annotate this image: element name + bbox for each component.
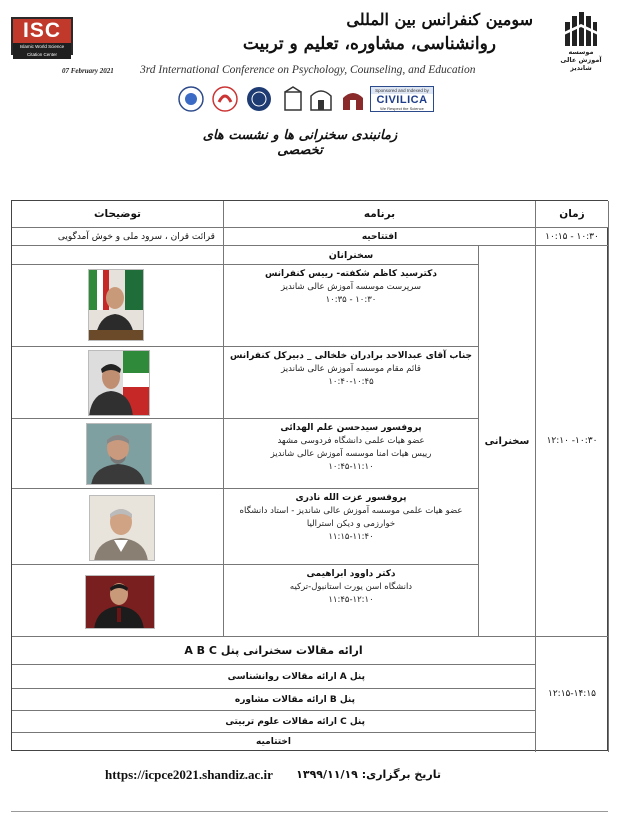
conference-title-line2: روانشناسی، مشاوره، تعلیم و تربیت bbox=[242, 34, 496, 54]
sponsor-logos bbox=[176, 84, 436, 114]
speaker-2-photo-cell bbox=[12, 347, 224, 419]
panel-a-row: پنل A ارائه مقالات روانشناسی bbox=[12, 665, 536, 689]
institute-name-line3: شاندیز bbox=[570, 64, 592, 72]
speaker-4-name: پروفسور عزت الله نادری bbox=[295, 493, 407, 503]
speaker-5-affiliation: دانشگاه اسن یورت استانبول-ترکیه bbox=[289, 582, 413, 592]
panels-title: ارائه مقالات سخنرانی پنل A B C bbox=[12, 637, 536, 665]
speaker-4-photo bbox=[89, 495, 155, 561]
panel-c-row: پنل C ارائه مقالات علوم تربیتی bbox=[12, 711, 536, 733]
institute-name-line2: آموزش عالی bbox=[560, 56, 602, 64]
sponsor-logo-6-icon bbox=[340, 86, 366, 112]
speaker-3-photo-cell bbox=[12, 419, 224, 489]
institute-name-line1: موسسه bbox=[568, 48, 594, 56]
conference-title-en: 3rd International Conference on Psychology, Counseling, and Education bbox=[140, 64, 476, 76]
opening-time: ۱۰:۳۰ - ۱۰:۱۵ bbox=[536, 228, 609, 246]
panels-time: ۱۲:۱۵-۱۴:۱۵ bbox=[536, 637, 609, 752]
civilica-sponsor-text: Sponsored and Indexed by bbox=[371, 87, 433, 94]
speaker-4-photo-cell bbox=[12, 489, 224, 565]
speaker-1-info bbox=[224, 265, 479, 347]
speaker-5-info bbox=[224, 565, 479, 637]
conference-title-line1: سومین کنفرانس بین المللی bbox=[346, 10, 533, 29]
isc-logo bbox=[11, 17, 73, 55]
speaker-3-time: ۱۰:۴۵-۱۱:۱۰ bbox=[328, 462, 374, 472]
shandiz-institute-logo bbox=[553, 12, 609, 76]
speaker-3-name: پروفسور سیدحسن علم الهدائی bbox=[280, 423, 422, 433]
conference-url[interactable]: https://icpce2021.shandiz.ac.ir bbox=[105, 767, 273, 782]
speaker-4-info bbox=[224, 489, 479, 565]
footer-divider bbox=[11, 811, 608, 812]
event-date-fa: تاریخ برگزاری: ۱۳۹۹/۱۱/۱۹ bbox=[296, 768, 441, 781]
civilica-name: CIVILICA bbox=[376, 94, 428, 106]
conference-date-en: 07 February 2021 bbox=[62, 67, 114, 75]
header-program: برنامه bbox=[224, 201, 536, 228]
sponsor-logo-2-icon bbox=[212, 86, 238, 112]
sponsor-logo-3-icon bbox=[246, 86, 272, 112]
speaker-4-time: ۱۱:۱۵-۱۱:۴۰ bbox=[328, 532, 374, 542]
speaker-3-affiliation: عضو هیات علمی دانشگاه فردوسی مشهد bbox=[277, 436, 425, 446]
civilica-logo bbox=[370, 86, 434, 112]
panel-b-row: پنل B ارائه مقالات مشاوره bbox=[12, 689, 536, 711]
speaker-5-photo bbox=[85, 575, 155, 629]
sponsor-logo-4-icon bbox=[280, 86, 306, 112]
schedule-table bbox=[11, 200, 608, 751]
sponsor-logo-5-icon bbox=[308, 86, 334, 112]
speaker-2-affiliation: قائم مقام موسسه آموزش عالی شاندیز bbox=[281, 364, 421, 374]
speaker-3-photo bbox=[86, 423, 152, 485]
opening-description: قرائت قران ، سرود ملی و خوش آمدگویی bbox=[12, 228, 224, 246]
speeches-time: ۱۰:۳۰- ۱۲:۱۰ bbox=[536, 246, 609, 637]
speaker-2-photo bbox=[88, 350, 150, 416]
speaker-1-time: ۱۰:۳۰ - ۱۰:۳۵ bbox=[325, 295, 377, 305]
speaker-5-name: دکتر داوود ابراهیمی bbox=[306, 569, 396, 579]
civilica-slogan: We Respect the Science bbox=[380, 106, 424, 111]
isc-logo-subtext: Islamic World Science Citation Center bbox=[13, 43, 71, 59]
opening-program: افتتاحیه bbox=[224, 228, 536, 246]
speaker-5-photo-cell bbox=[12, 565, 224, 637]
header-description: توضیحات bbox=[12, 201, 224, 228]
closing-row: اختتامیه bbox=[12, 733, 536, 752]
speaker-5-time: ۱۱:۴۵-۱۲:۱۰ bbox=[328, 595, 374, 605]
speaker-3-info bbox=[224, 419, 479, 489]
speaker-4-affiliation: عضو هیات علمی موسسه آموزش عالی شاندیز - استاد دانشگاه bbox=[239, 506, 463, 516]
isc-logo-text: ISC bbox=[22, 19, 61, 42]
speaker-1-name: دکترسید کاظم شکفته- رییس کنفرانس bbox=[264, 269, 438, 279]
speaker-1-photo-cell bbox=[12, 265, 224, 347]
header-time: زمان bbox=[536, 201, 609, 228]
speaker-2-name: جناب آقای عبدالاحد برادران خلخالی _ دبیرکل کنفرانس bbox=[230, 351, 472, 361]
speaker-1-affiliation: سرپرست موسسه آموزش عالی شاندیز bbox=[280, 282, 422, 292]
sponsor-logo-1-icon bbox=[178, 86, 204, 112]
shandiz-emblem-icon bbox=[564, 12, 598, 48]
speaker-3-role: رییس هیات امنا موسسه آموزش عالی شاندیز bbox=[270, 449, 432, 459]
schedule-subtitle: زمانبندی سخنرانی ها و نشست های تخصصی bbox=[202, 128, 398, 158]
speakers-section-title: سخنرانان bbox=[224, 246, 479, 265]
speeches-category: سخنرانی bbox=[479, 246, 536, 637]
speaker-2-time: ۱۰:۴۰-۱۰:۴۵ bbox=[328, 377, 374, 387]
speakers-section-spacer bbox=[12, 246, 224, 265]
speaker-4-affiliation-cont: خوارزمی و دیکن استرالیا bbox=[306, 519, 396, 529]
speaker-1-photo bbox=[88, 269, 144, 341]
speaker-2-info bbox=[224, 347, 479, 419]
